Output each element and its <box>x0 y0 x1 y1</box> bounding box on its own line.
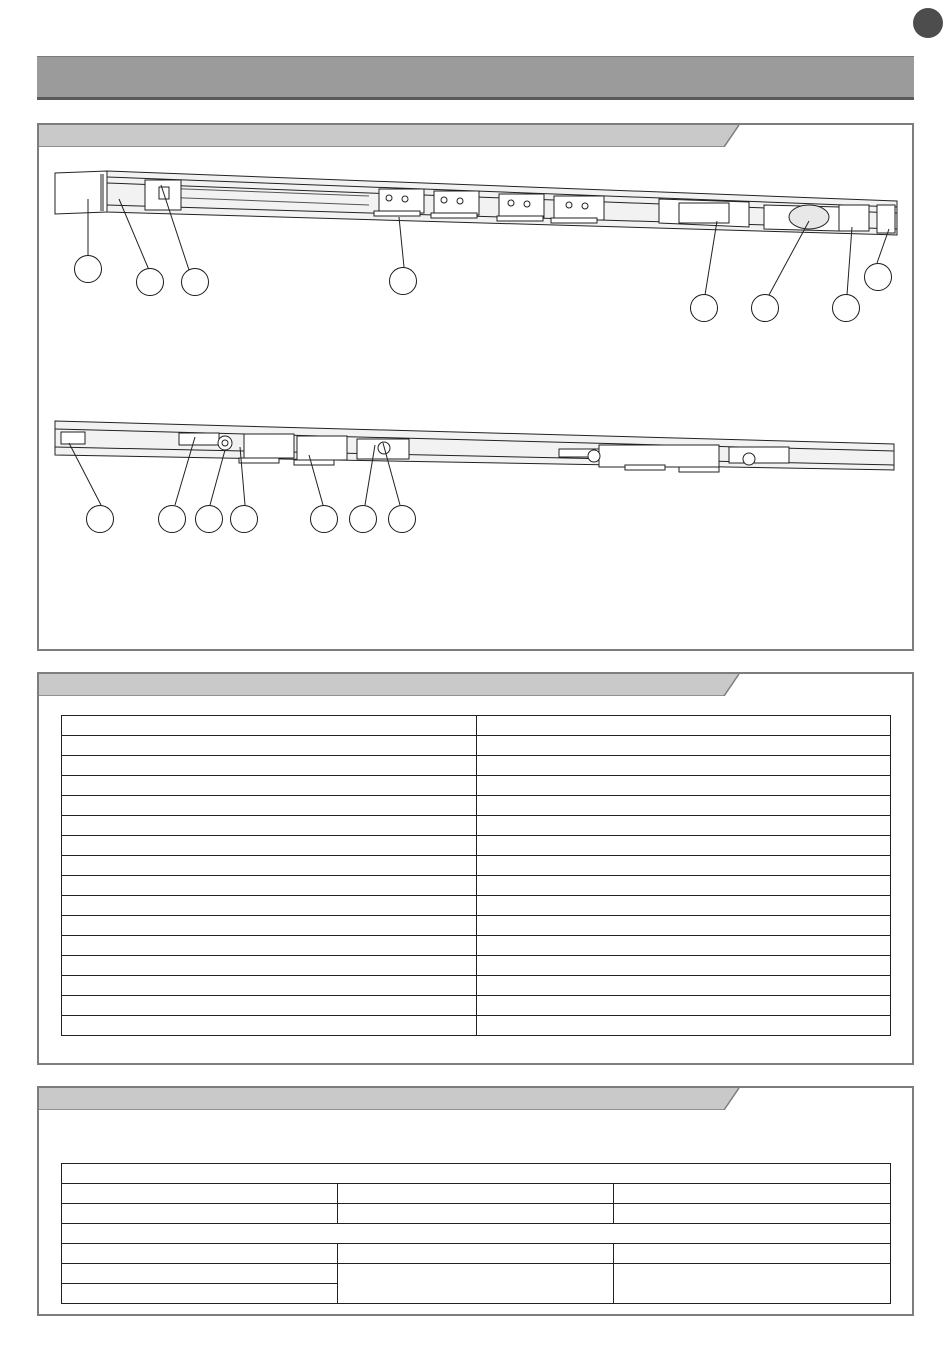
table-row <box>62 756 891 776</box>
component-table <box>61 715 891 1036</box>
panel-header-tab <box>39 1088 912 1110</box>
table-row <box>62 836 891 856</box>
upper-callout-4 <box>389 267 417 295</box>
table-row <box>62 1016 891 1036</box>
table-row <box>62 796 891 816</box>
upper-callout-8 <box>864 263 892 291</box>
table-row <box>62 956 891 976</box>
table-row <box>62 916 891 936</box>
spec-group-header <box>62 1224 891 1244</box>
lower-callout-1 <box>86 505 114 533</box>
upper-assembly <box>55 171 897 235</box>
assembly-drawing <box>39 125 912 649</box>
component-list-panel <box>37 672 914 1065</box>
table-row <box>62 876 891 896</box>
upper-callout-7 <box>832 294 860 322</box>
table-row <box>62 1204 891 1224</box>
table-row <box>62 896 891 916</box>
lower-callout-4 <box>230 505 258 533</box>
page-title-bar <box>37 56 914 100</box>
upper-callout-2 <box>136 268 164 296</box>
table-row <box>62 996 891 1016</box>
lower-callout-3 <box>195 505 223 533</box>
spec-group-header <box>62 1164 891 1184</box>
lower-callout-2 <box>158 505 186 533</box>
table-row <box>62 856 891 876</box>
table-row <box>62 1244 891 1264</box>
table-row <box>62 776 891 796</box>
table-row <box>62 1184 891 1204</box>
upper-callout-5 <box>690 294 718 322</box>
specifications-panel-header <box>39 1088 912 1110</box>
components-panel <box>37 123 914 651</box>
table-row <box>62 816 891 836</box>
panel-header-tab <box>39 674 912 696</box>
table-row <box>62 716 891 736</box>
spec-merged-cell <box>614 1264 891 1304</box>
lower-callout-5 <box>310 505 338 533</box>
spec-merged-cell <box>338 1264 614 1304</box>
upper-callout-1 <box>74 255 102 283</box>
upper-callout-6 <box>751 294 779 322</box>
table-row <box>62 936 891 956</box>
table-row <box>62 1264 891 1284</box>
component-list-panel-header <box>39 674 912 696</box>
lower-callout-6 <box>349 505 377 533</box>
page-marker <box>913 8 943 38</box>
upper-callout-3 <box>181 268 209 296</box>
lower-assembly <box>55 421 894 472</box>
table-row <box>62 976 891 996</box>
table-row <box>62 736 891 756</box>
spec-table <box>61 1163 891 1304</box>
specifications-panel <box>37 1086 914 1316</box>
lower-callout-7 <box>388 505 416 533</box>
